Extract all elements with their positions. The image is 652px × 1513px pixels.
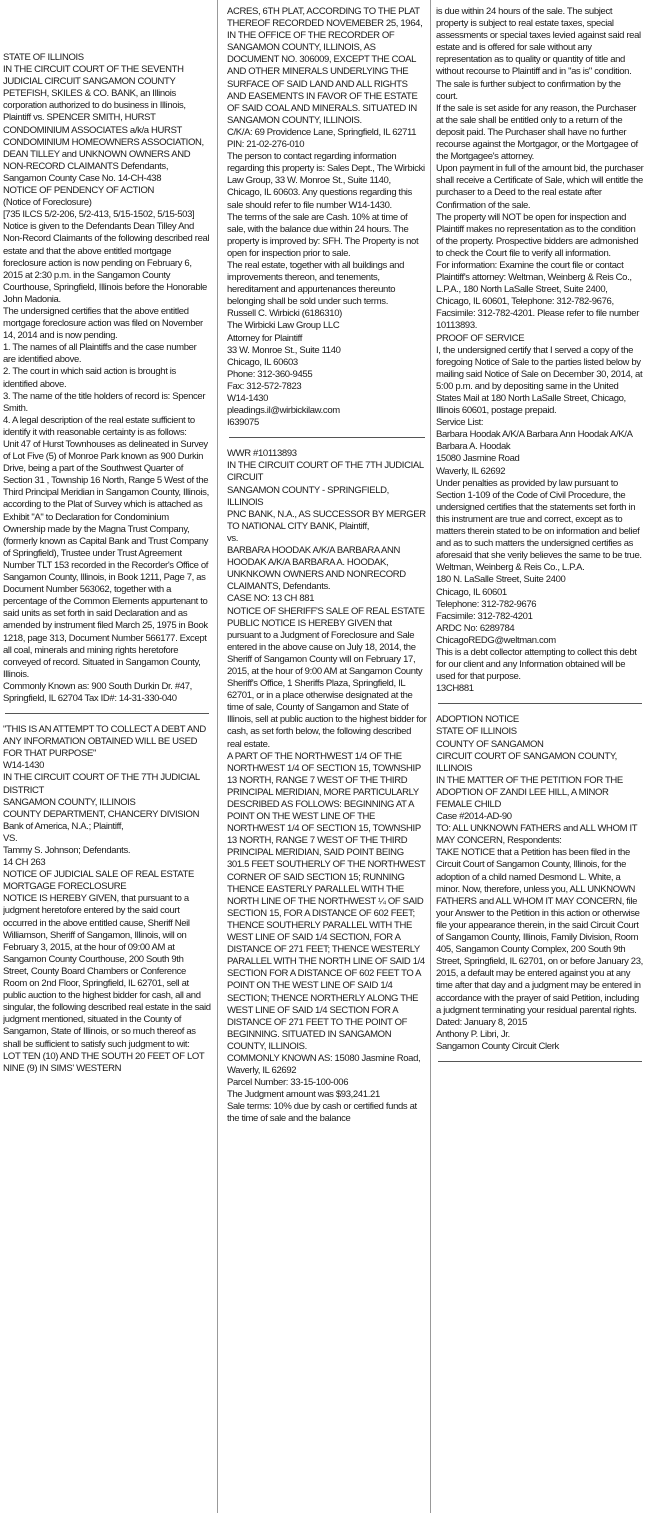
column-divider-1 (217, 0, 218, 1513)
judicial-sale-notice-continued (227, 0, 427, 429)
notice-separator (438, 703, 642, 704)
sheriff-sale-notice (227, 448, 427, 1125)
column-3 (436, 0, 644, 1513)
column-2 (227, 0, 427, 1513)
foreclosure-pendency-notice (3, 0, 211, 705)
notice-text: STATE OF ILLINOIS IN THE CIRCUIT COURT OF THE SEVENTH JUDICIAL CIRCUIT SANGAMON COUNTY PETEFISH, SKILES & CO. BANK, an Illinois corporation authorized to do business in Illinois, Plaintiff vs. SPENCER SMITH, HURST CONDOMINIUM ASSOCIATES a/k/a HURST CONDOMINIUM HOMEOWNERS ASSOCIATION, DEAN TILLEY and UNKNOWN OWNERS AND NON-RECORD CLAIMANTS Defendants, Sangamon County Case No. 14-CH-438 NOTICE OF PENDENCY OF ACTION (Notice of Foreclosure) [735 ILCS 5/2-206, 5/2-413, 5/15-1502, 5/15-503] Notice is given to the Defendants Dean Tilley And Non-Record Claimants of the following described real estate and that the above entitled mortgage foreclosure action is now pending on February 6, 2015 at 2:30 p.m. in the Sangamon County Courthouse, Springfield, Illinois before the Honorable John Madonia. The undersigned certifies that the above entitled mortgage foreclosure action was filed on November 14, 2014 and is now pending. 1. The names of all Plaintiffs and the case number are identified above. 2. The court in which said action is brought is identified above. 3. The name of the title holders of record is: Spencer Smith. 4. A legal description of the real estate sufficient to identify it with reasonable certainty is as follows: Unit 47 of Hurst Townhouses as delineated in Survey of Lot Five (5) of Monroe Park known as 900 Durkin Drive, being a part of the Southwest Quarter of Section 31 , Township 16 North, Range 5 West of the Third Principal Meridian in Sangamon County, Illinois, according to the Plat of Survey which is attached as Exhibit "A" to Declaration for Condominium Ownership made by the Magna Trust Company, (formerly known as Capital Bank and Trust Company of Springfield), Trustee under Trust Agreement Number TLT 153 recorded in the Recorder's Office of Sangamon County, Illinois, in Book 1211, Page 7, as Document Number 563062, together with a percentage of the Common Elements appurtenant to said units as set forth in said Declaration and as amended by instrument filed March 25, 1975 in Book 1218, page 313, Document Number 566177. Except all coal, minerals and mining rights heretofore conveyed of record. Situated in Sangamon County, Illinois. Commonly Known as: 900 South Durkin Dr. #47, Springfield, IL 62704 Tax ID#: 14-31-330-040 (3, 52, 210, 704)
notice-text: ACRES, 6TH PLAT, ACCORDING TO THE PLAT THEREOF RECORDED NOVEMEBER 25, 1964, IN THE OFFICE OF THE RECORDER OF SANGAMON COUNTY, ILLINOIS, AS DOCUMENT NO. 306009, EXCEPT THE COAL AND OTHER MINERALS UNDERLYING THE SURFACE OF SAID LAND AND ALL RIGHTS AND EASEMENTS IN FAVOR OF THE ESTATE OF SAID COAL AND MINERALS. SITUATED IN SANGAMON COUNTY, ILLINOIS. C/K/A: 69 Providence Lane, Springfield, IL 62711 PIN: 21-02-276-010 The person to contact regarding information regarding this property is: Sales Dept., The Wirbicki Law Group, 33 W. Monroe St., Suite 1140, Chicago, IL 60603. Any questions regarding this sale should refer to file number W14-1430. The terms of the sale are Cash. 10% at time of sale, with the balance due within 24 hours. The property is improved by: SFH. The Property is not open for inspection prior to sale. The real estate, together with all buildings and improvements thereon, and tenements, hereditament and appurtenances thereunto belonging shall be sold under such terms. Russell C. Wirbicki (6186310) The Wirbicki Law Group LLC Attorney for Plaintiff 33 W. Monroe St., Suite 1140 Chicago, IL 60603 Phone: 312-360-9455 Fax: 312-572-7823 W14-1430 pleadings.il@wirbickilaw.com I639075 (227, 6, 425, 429)
notice-separator (438, 1061, 642, 1062)
notice-text: is due within 24 hours of the sale. The subject property is subject to real estate taxes, special assessments or special taxes levied against said real estate and is offered for sale without any representation as to quality or quantity of title and without recourse to Plaintiff and in "as is" condition. The sale is further subject to confirmation by the court. If the sale is set aside for any reason, the Purchaser at the sale shall be entitled only to a return of the deposit paid. The Purchaser shall have no further recourse against the Mortgagor, or the Mortgagee of the Mortgagee's attorney. Upon payment in full of the amount bid, the purchaser shall receive a Certificate of Sale, which will entitle the purchaser to a Deed to the real estate after Confirmation of the sale. The property will NOT be open for inspection and Plaintiff makes no representation as to the condition of the property. Prospective bidders are admonished to check the Court file to verify all information. For information: Examine the court file or contact Plaintiff's attorney: Weltman, Weinberg & Reis Co., L.P.A., 180 North LaSalle Street, Suite 2400, Chicago, IL 60601, Telephone: 312-782-9676, Facsimile: 312-782-4201. Please refer to file number 10113893. PROOF OF SERVICE I, the undersigned certify that I served a copy of the foregoing Notice of Sale to the parties listed below by mailing said Notice of Sale on December 30, 2014, at 5:00 p.m. and by depositing same in the United States Mail at 180 North LaSalle Street, Chicago, Illinois 60601, postage prepaid. Service List: Barbara Hoodak A/K/A Barbara Ann Hoodak A/K/A Barbara A. Hoodak 15080 Jasmine Road Waverly, IL 62692 Under penalties as provided by law pursuant to Section 1-109 of the Code of Civil Procedure, the undersigned certifies that the statements set forth in this instrument are true and correct, except as to matters therein stated to be on information and belief and as to such matters the undersigned certifies as aforesaid that she verily believes the same to be true. Weltman, Weinberg & Reis Co., L.P.A. 180 N. LaSalle Street, Suite 2400 Chicago, IL 60601 Telephone: 312-782-9676 Facsimile: 312-782-4201 ARDC No: 6289784 ChicagoREDG@weltman.com This is a debt collector attempting to collect this debt for our client and any Information obtained will be used for that purpose. 13CH881 (436, 6, 644, 695)
notice-text: ADOPTION NOTICE STATE OF ILLINOIS COUNTY OF SANGAMON CIRCUIT COURT OF SANGAMON COUNTY, ILLINOIS IN THE MATTER OF THE PETITION FOR THE ADOPTION OF ZANDI LEE HILL, A MINOR FEMALE CHILD Case #2014-AD-90 TO: ALL UNKNOWN FATHERS and ALL WHOM IT MAY CONCERN, Respondents: TAKE NOTICE that a Petition has been filed in the Circuit Court of Sangamon County, Illinois, for the adoption of a child named Desmond L. White, a minor. Now, therefore, unless you, ALL UNKNOWN FATHERS and ALL WHOM IT MAY CONCERN, file your Answer to the Petition in this action or otherwise file your appearance therein, in the said Circuit Court of Sangamon County, Illinois, Family Division, Room 405, Sangamon County Complex, 200 South 9th Street, Springfield, IL 62701, on or before January 23, 2015, a default may be entered against you at any time after that day and a judgment may be entered in accordance with the prayer of said Petition, including a judgment terminating your residual parental rights. Dated: January 8, 2015 Anthony P. Libri, Jr. Sangamon County Circuit Clerk (436, 714, 643, 1052)
notice-text: "THIS IS AN ATTEMPT TO COLLECT A DEBT AND ANY INFORMATION OBTAINED WILL BE USED FOR THAT PURPOSE" W14-1430 IN THE CIRCUIT COURT OF THE 7TH JUDICIAL DISTRICT SANGAMON COUNTY, ILLINOIS COUNTY DEPARTMENT, CHANCERY DIVISION Bank of America, N.A.; Plaintiff, VS. Tammy S. Johnson; Defendants. 14 CH 263 NOTICE OF JUDICIAL SALE OF REAL ESTATE MORTGAGE FORECLOSURE NOTICE IS HEREBY GIVEN, that pursuant to a judgment heretofore entered by the said court occurred in the above entitled cause, Sheriff Neil Williamson, Sheriff of Sangamon, Illinois, will on February 3, 2015, at the hour of 09:00 AM at Sangamon County Courthouse, 200 South 9th Street, County Board Chambers or Conference Room on 2nd Floor, Springfield, IL 62701, sell at public auction to the highest bidder for cash, all and singular, the following described real estate in the said judgment mentioned, situated in the County of Sangamon, State of Illinois, or so much thereof as shall be sufficient to satisfy such judgment to wit: LOT TEN (10) AND THE SOUTH 20 FEET OF LOT NINE (9) IN SIMS' WESTERN (3, 724, 211, 1074)
notice-text: WWR #10113893 IN THE CIRCUIT COURT OF THE 7TH JUDICIAL CIRCUIT SANGAMON COUNTY - SPRINGFIELD, ILLINOIS PNC BANK, N.A., AS SUCCESSOR BY MERGER TO NATIONAL CITY BANK, Plaintiff, vs. BARBARA HOODAK A/K/A BARBARA ANN HOODAK A/K/A BARBARA A. HOODAK, UNKNKOWN OWNERS AND NONRECORD CLAIMANTS, Defendants. CASE NO: 13 CH 881 NOTICE OF SHERIFF'S SALE OF REAL ESTATE PUBLIC NOTICE IS HEREBY GIVEN that pursuant to a Judgment of Foreclosure and Sale entered in the above cause on July 18, 2014, the Sheriff of Sangamon County will on February 17, 2015, at the hour of 9:00 AM at Sangamon County Sheriff's Office, 1 Sheriffs Plaza, Springfield, IL 62701, or in a place otherwise designated at the time of sale, County of Sangamon and State of Illinois, sell at public auction to the highest bidder for cash, as set forth below, the following described real estate. A PART OF THE NORTHWEST 1/4 OF THE NORTHWEST 1/4 OF SECTION 15, TOWNSHIP 13 NORTH, RANGE 7 WEST OF THE THIRD PRINCIPAL MERIDIAN, MORE PARTICULARLY DESCRIBED AS FOLLOWS: BEGINNING AT A POINT ON THE WEST LINE OF THE NORTHWEST 1/4 OF SECTION 15, TOWNSHIP 13 NORTH, RANGE 7 WEST OF THE THIRD PRINCIPAL MERIDIAN, SAID POINT BEING 301.5 FEET SOUTHERLY OF THE NORTHWEST CORNER OF SAID SECTION 15; RUNNING THENCE EASTERLY PARALLEL WITH THE NORTH LINE OF THE NORTHWEST ¼ OF SAID SECTION 15, FOR A DISTANCE OF 602 FEET; THENCE SOUTHERLY PARALLEL WITH THE WEST LINE OF SAID 1/4 SECTION, FOR A DISTANCE OF 271 FEET; THENCE WESTERLY PARALLEL WITH THE NORTH LINE OF SAID 1/4 SECTION FOR A DISTANCE OF 602 FEET TO A POINT ON THE WEST LINE OF SAID 1/4 SECTION; THENCE NORTHERLY ALONG THE WEST LINE OF SAID 1/4 SECTION FOR A DISTANCE OF 271 FEET TO THE POINT OF BEGINNING. SITUATED IN SANGAMON COUNTY, ILLINOIS. COMMONLY KNOWN AS: 15080 Jasmine Road, Waverly, IL 62692 Parcel Number: 33-15-100-006 The Judgment amount was $93,241.21 Sale terms: 10% due by cash or certified funds at the time of sale and the balance (227, 448, 427, 1125)
column-divider-2 (430, 0, 431, 1513)
column-1 (3, 0, 211, 1513)
sheriff-sale-notice-continued (436, 0, 644, 695)
notice-separator (5, 713, 209, 714)
adoption-notice (436, 714, 644, 1053)
notice-separator (229, 437, 425, 438)
judicial-sale-notice (3, 724, 211, 1075)
